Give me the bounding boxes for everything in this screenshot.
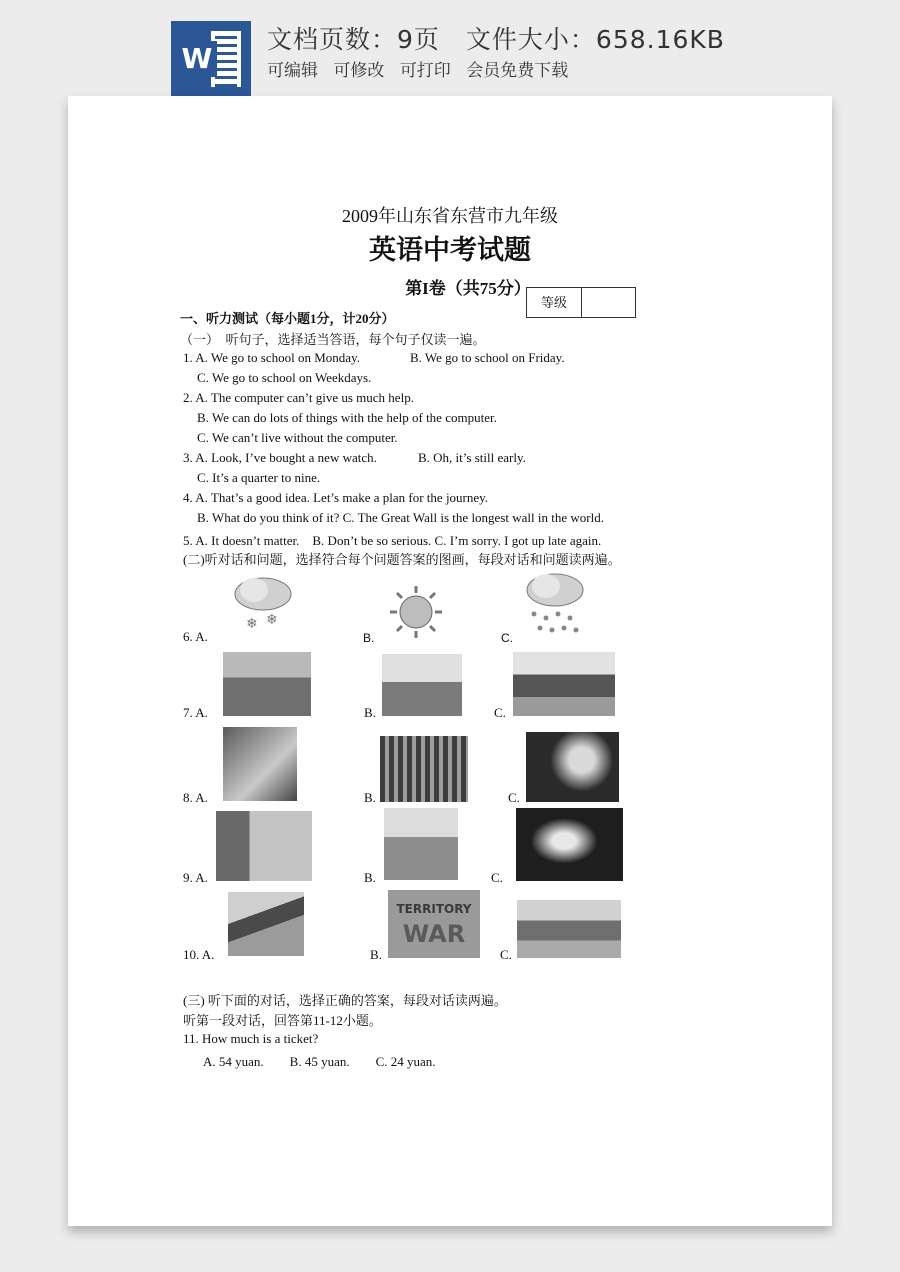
q8-label-c: C. bbox=[508, 790, 520, 805]
girls-studying-photo bbox=[384, 808, 458, 880]
capability-editable: 可编辑 bbox=[267, 61, 318, 81]
q9-label-a: 9. A. bbox=[183, 870, 208, 885]
exam-title: 英语中考试题 bbox=[369, 235, 531, 265]
q2-option-c: C. We can’t live without the computer. bbox=[197, 430, 398, 445]
word-document-icon: W bbox=[171, 21, 251, 96]
rain-cloud-icon bbox=[520, 566, 590, 640]
file-capabilities bbox=[267, 56, 578, 81]
q10-label-a: 10. A. bbox=[183, 947, 215, 962]
boy-reading-photo bbox=[216, 811, 312, 881]
bamboo-forest-photo bbox=[380, 736, 468, 802]
poster-title-top: TERRITORY bbox=[396, 902, 472, 916]
theater-stage-photo bbox=[513, 652, 615, 716]
q11-question: 11. How much is a ticket? bbox=[183, 1031, 319, 1046]
classroom-photo bbox=[382, 654, 462, 716]
q11-options: A. 54 yuan. B. 45 yuan. C. 24 yuan. bbox=[203, 1054, 436, 1069]
highway-photo bbox=[228, 892, 304, 956]
capability-modifiable: 可修改 bbox=[333, 61, 385, 81]
q4-option-a: 4. A. That’s a good idea. Let’s make a plan for the journey. bbox=[183, 490, 489, 505]
q2-option-b: B. We can do lots of things with the help of the computer. bbox=[197, 410, 497, 425]
section-listening-heading: 一、听力测试（每小题1分，计20分） bbox=[180, 311, 395, 326]
q6-label-c: C. bbox=[501, 631, 513, 645]
part3-sub-instructions: 听第一段对话，回答第11-12小题。 bbox=[183, 1013, 382, 1028]
q6-label-b: B. bbox=[363, 631, 375, 645]
q7-label-c: C. bbox=[494, 705, 506, 720]
q9-label-b: B. bbox=[364, 870, 376, 885]
svg-text:❄: ❄ bbox=[246, 617, 258, 632]
volume-heading: 第I卷（共75分） bbox=[405, 279, 531, 298]
exam-year-line: 2009年山东省东营市九年级 bbox=[342, 206, 558, 226]
q7-label-b: B. bbox=[364, 705, 376, 720]
download-banner bbox=[0, 0, 900, 96]
table-tennis-photo bbox=[223, 727, 297, 801]
q9-label-c: C. bbox=[491, 870, 503, 885]
q4-option-bc: B. What do you think of it? C. The Great Wall is the longest wall in the world. bbox=[197, 510, 604, 525]
snow-cloud-icon bbox=[228, 570, 298, 640]
sun-icon bbox=[388, 584, 444, 640]
q8-label-a: 8. A. bbox=[183, 790, 208, 805]
q10-label-b: B. bbox=[370, 947, 382, 962]
movie-character-photo bbox=[526, 732, 619, 802]
q1-option-a: 1. A. We go to school on Monday. bbox=[183, 350, 360, 365]
territory-war-poster bbox=[388, 890, 480, 958]
q1-option-c: C. We go to school on Weekdays. bbox=[197, 370, 372, 385]
svg-text:❄: ❄ bbox=[266, 613, 278, 628]
capability-printable: 可打印 bbox=[399, 61, 451, 81]
q10-label-c: C. bbox=[500, 947, 512, 962]
school-playground-photo bbox=[223, 652, 311, 716]
q8-label-b: B. bbox=[364, 790, 376, 805]
q1-option-b: B. We go to school on Friday. bbox=[410, 350, 565, 365]
bulls-fighting-photo bbox=[517, 900, 621, 958]
q7-label-a: 7. A. bbox=[183, 705, 208, 720]
grade-label: 等级 bbox=[527, 288, 582, 317]
ballet-dancer-photo bbox=[516, 808, 623, 881]
q2-option-a: 2. A. The computer can’t give us much help. bbox=[183, 390, 414, 405]
grade-box bbox=[526, 287, 636, 318]
q3-option-b: B. Oh, it’s still early. bbox=[418, 450, 526, 465]
document-page bbox=[68, 96, 832, 1226]
member-free-download[interactable]: 会员免费下载 bbox=[466, 61, 569, 81]
part1-instructions: （一） 听句子，选择适当答语，每个句子仅读一遍。 bbox=[180, 332, 486, 347]
file-info-title: 文档页数：9页 文件大小：658.16KB bbox=[267, 25, 725, 54]
part2-instructions: (二)听对话和问题，选择符合每个问题答案的图画，每段对话和问题读两遍。 bbox=[183, 552, 621, 567]
poster-title-bottom: WAR bbox=[402, 920, 466, 948]
q5-options: 5. A. It doesn’t matter. B. Don’t be so serious. C. I’m sorry. I got up late again. bbox=[183, 533, 602, 548]
q6-label-a: 6. A. bbox=[183, 629, 208, 644]
q3-option-c: C. It’s a quarter to nine. bbox=[197, 470, 321, 485]
q3-option-a: 3. A. Look, I’ve bought a new watch. bbox=[183, 450, 377, 465]
part3-instructions: (三) 听下面的对话，选择正确的答案，每段对话读两遍。 bbox=[183, 993, 507, 1008]
